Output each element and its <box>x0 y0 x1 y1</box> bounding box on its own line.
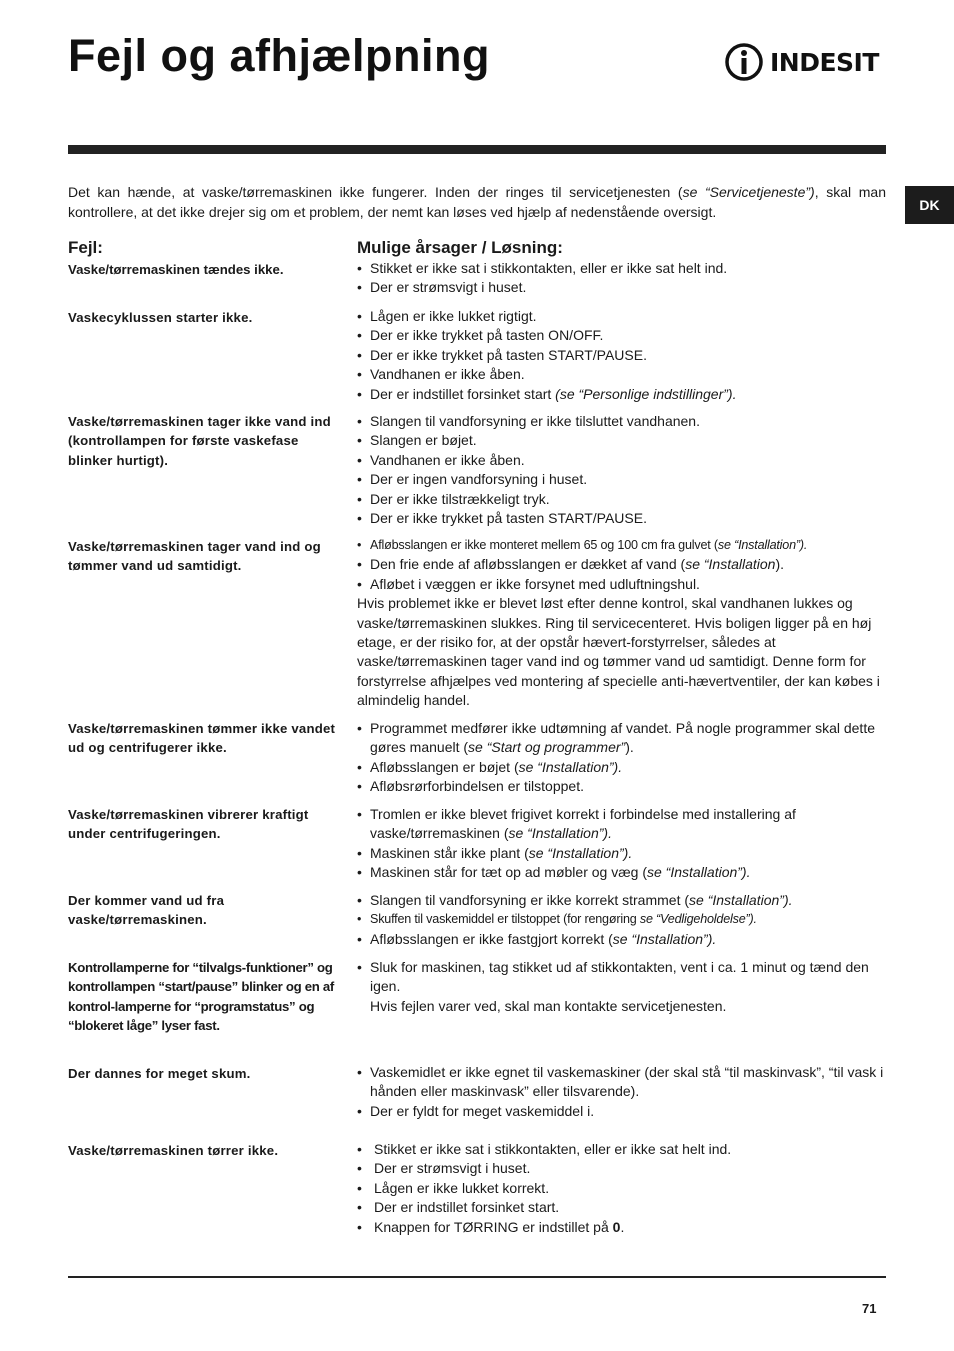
cause-item: • Skuffen til vaskemiddel er tilstoppet (for rengøring se “Vedligeholdelse”). <box>357 910 887 929</box>
intro-text: Det kan hænde, at vaske/tørremaskinen ikke fungerer. Inden der ringes til servicetjenesten (se “Servicetjeneste”), skal man kontrollere, at det ikke drejer sig om et problem, der nemt kan løses ved hjælp af nedenstående oversigt. <box>68 184 886 220</box>
cause-item: • Der er ikke trykket på tasten ON/OFF. <box>357 326 887 345</box>
fault-label: Der kommer vand ud fra vaske/tørremaskinen. <box>68 893 225 928</box>
cause-list <box>357 891 887 949</box>
cause-item: • Tromlen er ikke blevet frigivet korrekt i forbindelse med installering af vaske/tørremaskinen (se “Installation”). <box>357 805 887 844</box>
fault-label: Vaske/tørremaskinen tømmer ikke vandet ud og centrifugerer ikke. <box>68 721 336 756</box>
footer-divider <box>68 1276 886 1278</box>
page-number: 71 <box>862 1301 877 1316</box>
cause-item: • Der er strømsvigt i huset. <box>357 278 887 297</box>
cause-continuation: Hvis fejlen varer ved, skal man kontakte servicetjenesten. <box>370 997 727 1014</box>
cause-item: • Vaskemidlet er ikke egnet til vaskemaskiner (der skal stå “til maskinvask”, “til vask i hånden eller maskinvask” eller tilsvarende). <box>357 1063 887 1102</box>
cause-item: • Afløbet i væggen er ikke forsynet med udluftningshul. <box>357 575 887 594</box>
cause-item: • Vandhanen er ikke åben. <box>357 451 887 470</box>
cause-list <box>357 412 887 528</box>
cause-item: • Afløbsslangen er ikke monteret mellem 65 og 100 cm fra gulvet (se “Installation”). <box>357 536 887 555</box>
cause-item: • Afløbsrørforbindelsen er tilstoppet. <box>357 777 887 796</box>
cause-item: • Stikket er ikke sat i stikkontakten, eller er ikke sat helt ind. <box>357 1140 887 1159</box>
causes-column-header: Mulige årsager / Løsning: <box>357 238 563 257</box>
cause-item: • Afløbsslangen er ikke fastgjort korrekt (se “Installation”). <box>357 930 887 949</box>
cause-item: • Der er indstillet forsinket start. <box>357 1198 887 1217</box>
fault-label: Vaske/tørremaskinen vibrerer kraftigt under centrifugeringen. <box>68 807 309 842</box>
cause-list <box>357 307 887 404</box>
cause-item: • Der er indstillet forsinket start (se “Personlige indstillinger”). <box>357 385 887 404</box>
cause-item: • Lågen er ikke lukket korrekt. <box>357 1179 887 1198</box>
cause-item: • Vandhanen er ikke åben. <box>357 365 887 384</box>
cause-item: • Afløbsslangen er bøjet (se “Installation”). <box>357 758 887 777</box>
cause-item: • Der er strømsvigt i huset. <box>357 1159 887 1178</box>
header-divider <box>68 145 886 154</box>
page-title: Fejl og afhjælpning <box>68 30 490 81</box>
cause-item: • Maskinen står ikke plant (se “Installation”). <box>357 844 887 863</box>
cause-list <box>357 1140 887 1237</box>
cause-item: • Der er ikke tilstrækkeligt tryk. <box>357 490 887 509</box>
cause-list <box>357 259 887 298</box>
cause-item: • Knappen for TØRRING er indstillet på 0. <box>357 1218 887 1237</box>
cause-item: • Slangen til vandforsyning er ikke korrekt strammet (se “Installation”). <box>357 891 887 910</box>
language-tab: DK <box>905 186 954 224</box>
cause-item: • Sluk for maskinen, tag stikket ud af stikkontakten, vent i ca. 1 minut og tænd den igen. <box>357 958 887 997</box>
cause-item: • Stikket er ikke sat i stikkontakten, eller er ikke sat helt ind. <box>357 259 887 278</box>
cause-list <box>357 536 887 711</box>
indesit-i-icon <box>724 42 764 82</box>
cause-item: • Der er ingen vandforsyning i huset. <box>357 470 887 489</box>
cause-list <box>357 719 887 797</box>
fault-label: Vaske/tørremaskinen tager ikke vand ind (kontrollampen for første vaskefase blinker hurtigt). <box>68 414 331 468</box>
cause-paragraph: Hvis problemet ikke er blevet løst efter denne kontrol, skal vandhanen lukkes og vaske/tørremaskinen slukkes. Ring til servicecenteret. Hvis boligen ligger på en høj etage, er der risiko for, at der opstår hævert-forstyrrelser, således at vaske/tørremaskinen tager vand ind og tømmer vand ud samtidigt. Denne form for forstyrrelse afhjælpes ved montering af specielle anti-hævertventiler, der kan købes i almindelig handel. <box>357 595 880 709</box>
cause-item: • Der er ikke trykket på tasten START/PAUSE. <box>357 509 887 528</box>
fault-label: Vaskecyklussen starter ikke. <box>68 310 253 325</box>
fault-label: Vaske/tørremaskinen tændes ikke. <box>68 262 284 277</box>
fault-label: Der dannes for meget skum. <box>68 1066 251 1081</box>
cause-item: • Maskinen står for tæt op ad møbler og væg (se “Installation”). <box>357 863 887 882</box>
fault-column-header: Fejl: <box>68 238 103 257</box>
cause-list <box>357 1063 887 1121</box>
cause-list <box>357 805 887 883</box>
brand-name: INDESIT <box>770 47 879 77</box>
cause-item: • Der er fyldt for meget vaskemiddel i. <box>357 1102 887 1121</box>
fault-label: Kontrollamperne for “tilvalgs-funktioner” og kontrollampen “start/pause” blinker og en af kontrol-lamperne for “programstatus” og “blokeret låge” lyser fast. <box>68 960 334 1034</box>
cause-list <box>357 958 887 1016</box>
fault-label: Vaske/tørremaskinen tørrer ikke. <box>68 1143 279 1158</box>
cause-item: • Slangen er bøjet. <box>357 431 887 450</box>
cause-item: • Lågen er ikke lukket rigtigt. <box>357 307 887 326</box>
fault-label: Vaske/tørremaskinen tager vand ind og tømmer vand ud samtidigt. <box>68 539 321 574</box>
cause-item: • Slangen til vandforsyning er ikke tilsluttet vandhanen. <box>357 412 887 431</box>
cause-item: • Programmet medfører ikke udtømning af vandet. På nogle programmer skal dette gøres manuelt (se “Start og programmer”). <box>357 719 887 758</box>
cause-item: • Der er ikke trykket på tasten START/PAUSE. <box>357 346 887 365</box>
cause-item: • Den frie ende af afløbsslangen er dækket af vand (se “Installation). <box>357 555 887 574</box>
brand-logo <box>724 42 879 82</box>
